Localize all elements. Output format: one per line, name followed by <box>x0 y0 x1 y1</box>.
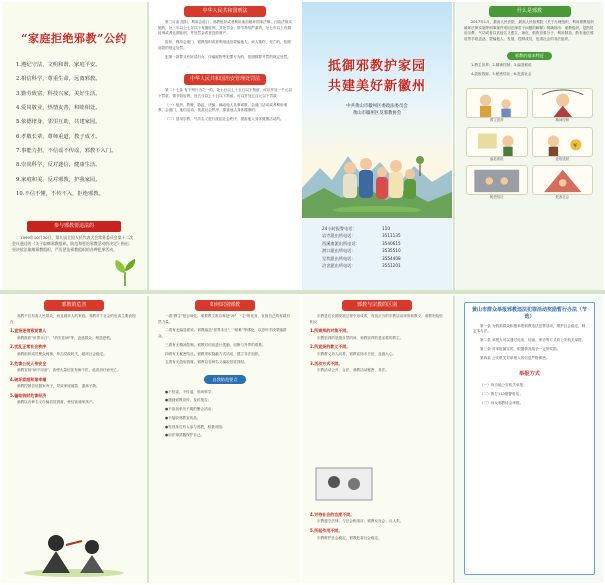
pledge-item: 2.相信科学，尊重生命，远离邪教。 <box>16 76 101 83</box>
contact-number: 3535510 <box>382 248 401 254</box>
identify-point: 二看有无编造邪说。邪教编造"世界末日"、"劫难"等谬论，以恐吓手段蒙骗群众。 <box>158 328 287 338</box>
contact-row <box>322 241 432 247</box>
law-paragraph: 第二十七条 有下列行为之一的，处十日以上十五日以下拘留，可以并处一千元以下罚款；情节较轻的，处五日以上十日以下拘留，可以并处五百元以下罚款： <box>158 88 292 98</box>
harm-item-title: 5.骗取钱财危害经济 <box>10 392 47 398</box>
tips-pill-wrap <box>150 372 300 387</box>
panel-identify-cult <box>150 296 300 583</box>
pledge-item: 3.勤劳致富，科技兴家，美好生活。 <box>16 90 101 97</box>
harm-item-text: 邪教宣扬"病不用治"，致使大量信徒有病不医，延误治疗而死亡。 <box>17 367 121 372</box>
cartoon-caption: 敛取钱财 <box>555 156 570 161</box>
panel-family-pledge <box>2 2 146 290</box>
sheet-divider <box>0 290 605 294</box>
cartoon-illustration <box>466 165 528 195</box>
contact-row <box>322 256 432 262</box>
harm-item-title: 2.扰乱正常社会秩序 <box>10 344 47 350</box>
criminal-law-heading: 中华人民共和国刑法 <box>184 6 266 17</box>
security-law-text <box>150 85 300 129</box>
harm-intro: 邪教不仅有害人民群众，而且破坏人的家庭。邪教对于社会的危害主要表现在： <box>10 313 136 324</box>
cartoon-cell <box>532 165 594 200</box>
difference-more <box>302 506 452 547</box>
features-line: 4.敛取钱财；5.秘密结社；6.危害社会 <box>471 72 532 77</box>
harm-item-text: 邪教以各种名义诈骗信徒钱财，使信徒倾家荡产。 <box>17 400 97 405</box>
report-way: （三）向反邪教协会举报。 <box>480 400 524 405</box>
identify-point: 四看有无秘密结社。邪教采取隐蔽方式活动，建立非法组织。 <box>165 351 263 356</box>
difference-item-text: 宗教维护社会稳定，邪教危害社会稳定。 <box>317 535 382 540</box>
difference-item-text: 宗教遵守法律，与社会相适应；邪教反社会、反人类。 <box>317 519 404 524</box>
contact-label: 呈坎派出所电话： <box>322 255 356 261</box>
what-is-text <box>456 17 603 49</box>
org-line2: 黄山市徽州区反邪教协会 <box>352 111 402 116</box>
contact-number: 3511135 <box>382 233 401 239</box>
criminal-law-text <box>150 17 300 67</box>
law-paragraph: （一）组织、教唆、胁迫、诱骗、煽动他人从事邪教、会道门活动或者利用邪教、会道门、迷信活动，扰乱社会秩序、损害他人身体健康的； <box>158 102 288 113</box>
cover-title-line2: 共建美好新徽州 <box>327 79 426 94</box>
report-way: （二）拨打110报警电话； <box>480 392 523 397</box>
harm-item-text: 邪教鼓吹"世界末日"、"消灾祛病"等，蛊惑群众、制造恐慌。 <box>17 335 114 340</box>
tip-item: ●用法律武器保护自己。 <box>165 433 205 438</box>
security-law-heading: 中华人民共和国治安管理处罚法 <box>184 74 266 85</box>
difference-item-title: 3.活动方式不同。 <box>310 360 343 366</box>
difference-item-text: 宗教活动公开、合法，邪教活动秘密、非法。 <box>317 367 389 372</box>
reward-article: 第四条 公安机关对举报人的信息严格保密。 <box>480 355 550 360</box>
features-line: 1.教主崇拜；2.精神控制；3.编造邪说 <box>471 63 532 68</box>
law-paragraph: （二）冒用宗教、气功名义进行扰乱社会秩序、损害他人身体健康活动的。 <box>165 117 284 121</box>
law-paragraph: 1999年10月30日，第九届全国人民代表大会常务委员会第十二次会议通过的《关于取缔邪教组织、防范和惩治邪教活动的决定》指出：坚决依法取缔邪教组织，严厉惩治邪教组织的各种犯罪活动。 <box>12 235 134 253</box>
fold-divider <box>147 2 149 290</box>
harm-item-title: 1.宣扬迷信邪说害人 <box>10 328 47 334</box>
cartoon-grid <box>456 84 603 204</box>
harm-body <box>2 311 146 412</box>
cartoon-cell <box>532 88 594 123</box>
cartoon-illustration <box>314 464 374 504</box>
harm-item-title: 4.破坏家庭和谐幸福 <box>10 376 47 382</box>
sprout-icon <box>112 258 138 286</box>
panel-cover <box>302 2 452 290</box>
contact-number: 3551201 <box>382 263 401 269</box>
cartoon-illustration <box>532 165 594 195</box>
difference-item-title: 5.所起作用不同。 <box>310 528 343 534</box>
contact-label: 岩寺派出所电话： <box>322 233 356 239</box>
identify-point: 三看有无精神控制。邪教对信徒进行洗脑，切断与外界的联系。 <box>165 342 266 347</box>
contact-row <box>322 263 432 269</box>
cartoon-caption: 危害社会 <box>555 195 570 200</box>
contact-row <box>322 233 432 239</box>
reward-article: 第一条 为鼓励群众积极举报邪教违法犯罪活动，维护社会稳定，制定本办法。 <box>473 323 586 334</box>
difference-item-text: 宗教崇拜的是超自然的神，邪教崇拜的是活着的教主。 <box>317 335 404 340</box>
cartoon-cell <box>466 165 528 200</box>
tip-item: ●不信谣，不传谣，崇尚科学； <box>165 389 215 394</box>
family-illustration <box>332 150 422 212</box>
panel-cult-vs-religion <box>302 296 452 583</box>
pledge-item: 8.崇尚科学，反对迷信，健康生活。 <box>16 162 101 169</box>
tip-item: ●不参加来历不明的聚会活动； <box>165 407 215 412</box>
tips-pill: 自我防范要点 <box>204 375 245 384</box>
panel-what-is-cult <box>456 2 603 290</box>
law-paragraph: 组织、利用会道门、邪教组织或者利用迷信蒙骗他人，致人重伤、死亡的，依照前款的规定处罚。 <box>158 40 291 50</box>
pledge-item: 4.爱岗敬业，热情友善，和睦相处。 <box>16 105 101 112</box>
cartoon-illustration <box>532 88 594 118</box>
tips-list <box>150 387 300 446</box>
contact-number: 3554408 <box>382 255 401 261</box>
harm-heading: 邪教的危害 <box>44 300 104 311</box>
difference-item-title: 1.所崇拜的对象不同。 <box>310 328 351 334</box>
difference-body <box>302 311 452 380</box>
contact-row <box>322 248 432 254</box>
cartoon-illustration <box>532 127 594 157</box>
report-way: （一）向当地公安机关举报； <box>480 383 527 388</box>
identify-body <box>150 311 300 372</box>
cartoon-caption: 秘密结社 <box>489 195 504 200</box>
contact-list <box>322 224 432 271</box>
contact-label: 西溪南派出所电话： <box>322 240 360 246</box>
svg-text:¥: ¥ <box>572 141 577 150</box>
law-banner: 参与邪教要违法的 <box>27 221 121 232</box>
difference-item-title: 4.对待社会的态度不同。 <box>310 512 355 517</box>
fold-divider <box>147 296 149 583</box>
harm-item-text: 邪教控制信徒抛家弃子，导致家庭破裂、妻离子散。 <box>17 384 100 389</box>
what-is-heading: 什么是邪教 <box>489 6 571 17</box>
contact-number: 110 <box>382 225 390 231</box>
pledge-item: 6.孝敬长辈，尊师重道，教子成才。 <box>16 133 101 140</box>
features-pill: 邪教的基本特征 <box>507 52 552 61</box>
contact-label: 潜口派出所电话： <box>322 248 356 254</box>
pledge-item: 9.家庭和美，反对邪教，护我家园。 <box>16 176 101 183</box>
reward-article: 第三条 对举报属实的，根据情况给予一定的奖励。 <box>480 346 561 351</box>
reward-body <box>465 321 594 368</box>
cartoon-illustration <box>466 127 528 157</box>
contact-number: 3540615 <box>382 240 401 246</box>
pledge-item: 5.依德律身，邻里互助，共建家园。 <box>16 119 101 126</box>
tip-item: ●不接收邪教宣传品； <box>165 415 201 420</box>
panel-cult-harm <box>2 296 146 583</box>
contact-row <box>322 226 432 232</box>
fold-divider <box>453 2 455 290</box>
report-ways-list <box>465 380 594 412</box>
identify-point: 五看有无敛取钱财。邪教以各种名义骗取信徒钱财。 <box>165 360 248 365</box>
pledge-item: 7.事能力担，不信谣不传谣，邪教不入门。 <box>16 148 117 154</box>
pledge-list <box>2 47 146 213</box>
panel-reporting-reward <box>456 296 603 583</box>
report-ways-heading: 举报方式 <box>519 371 540 378</box>
identify-heading: 如何识别邪教 <box>195 300 255 311</box>
contact-label: 24小时报警电话： <box>322 225 357 231</box>
identify-point: 一看"教主"是否神化。邪教教主都自称是"神"、"主"的化身，宣扬自己具有超自然力量。 <box>158 313 290 324</box>
cartoon-caption: 教主崇拜 <box>489 117 504 122</box>
harm-illustration <box>22 527 126 577</box>
reward-box <box>464 302 595 575</box>
contact-label: 洽舍派出所电话： <box>322 263 356 269</box>
tip-item: ●遇到邪教宣传，及时报告； <box>165 398 212 403</box>
difference-item-title: 2.所宣扬的教义不同。 <box>310 344 351 350</box>
pledge-title: “家庭拒绝邪教”公约 <box>21 32 127 45</box>
harm-item-text: 邪教组织成员聚众闹事，冲击党政机关，破坏社会稳定。 <box>17 351 107 356</box>
cartoon-cell <box>466 127 528 162</box>
features-list <box>456 63 603 84</box>
fold-divider <box>453 296 455 583</box>
pledge-item: 1.遵纪守法，文明和谐，家庭平安。 <box>16 62 101 69</box>
cartoon-illustration <box>466 88 528 118</box>
difference-item-text: 宗教教义劝人向善，邪教宣扬末日论、蛊惑人心。 <box>317 351 397 356</box>
cartoon-cell <box>532 127 594 162</box>
reward-article: 第二条 举报人可以通过电话、信函、来访等方式向公安机关举报。 <box>480 338 586 342</box>
cover-title-line1: 抵御邪教护家园 <box>327 59 426 74</box>
difference-intro: 宗教是在长期发展过程中形成的，有其正当的宗教活动场所和教义，邪教则恰恰相反： <box>310 313 443 324</box>
reward-heading: 黄山市群众举报邪教违法犯罪活动奖励暂行办法（节选） <box>471 307 587 320</box>
panel-law-excerpts <box>150 2 300 290</box>
harm-item-title: 3.危害公民人身安全 <box>10 360 47 366</box>
features-pill-wrap <box>456 49 603 64</box>
definition-paragraph: 2017年1月，最高人民法院、最高人民检察院《关于办理组织、利用邪教组织破坏法律实施等刑事案件适用法律若干问题的解释》明确指出：邪教组织，是指冒用宗教、气功或者以其他名义建立，神化、鼓吹首要分子，利用制造、散布迷信邪说等手段蛊惑、蒙骗他人，发展、控制成员，危害社会的非法组织。 <box>464 19 594 41</box>
cartoon-cell <box>466 88 528 123</box>
difference-heading: 邪教与宗教的区别 <box>342 300 412 311</box>
cartoon-caption: 精神控制 <box>555 117 570 122</box>
law-paragraph: 犯第一款罪又有奸淫妇女、诈骗财物等犯罪行为的，依照数罪并罚的规定处罚。 <box>165 54 291 59</box>
tip-item: ●发现身边有人参与邪教，积极劝阻； <box>165 424 226 429</box>
cartoon-caption: 编造邪说 <box>489 156 504 161</box>
pledge-item: 10.不信不懂，不传不入，拒绝邪教。 <box>16 190 104 197</box>
law-paragraph: 第三百条 组织、利用会道门、邪教组织或者利用迷信破坏国家法律、行政法规实施的，处三年以上七年以下有期徒刑，并处罚金；情节特别严重的，处七年以上有期徒刑或者无期徒刑，并处罚金或者没收财产。 <box>158 19 292 36</box>
org-line1: 中共黄山市徽州区委政法委员会 <box>346 104 408 109</box>
